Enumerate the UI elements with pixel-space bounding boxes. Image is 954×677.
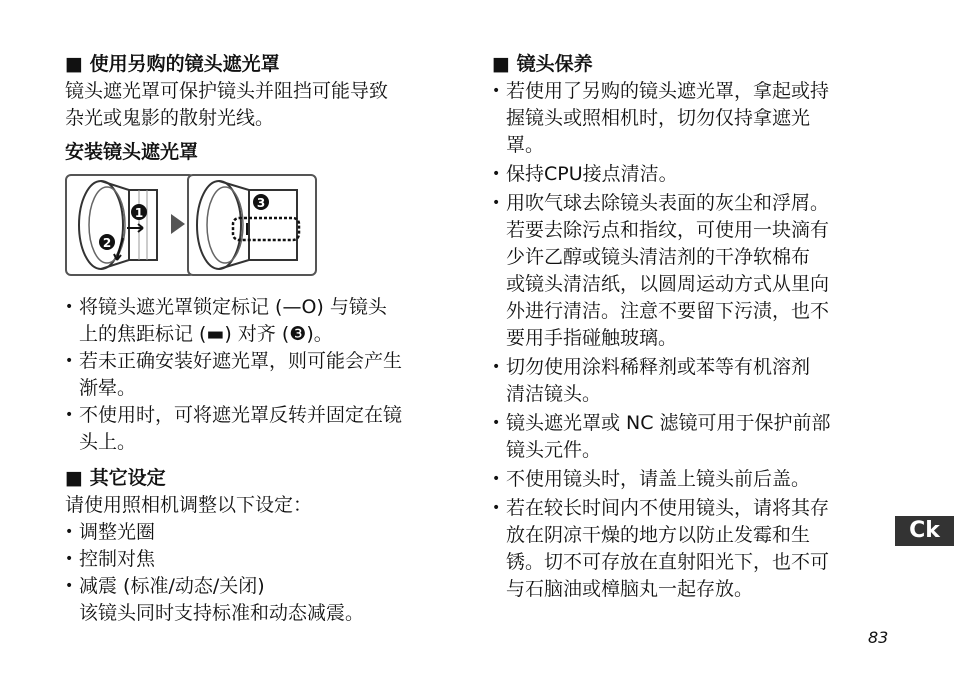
list-item: • 若在较长时间内不使用镜头，请将其存 放在阴凉干燥的地方以防止发霉和生 锈。切不可存放在直射阳光下，也不可 与石脑油或樟脑丸一起存放。 bbox=[492, 495, 892, 603]
list-item: • 控制对焦 bbox=[65, 546, 465, 573]
figure-step-3 bbox=[187, 174, 317, 276]
list-item: • 减震 (标准/动态/关闭) bbox=[65, 573, 465, 600]
list-item: • 将镜头遮光罩锁定标记 (—O) 与镜头 上的焦距标记 (▬) 对齐 (❸)。 bbox=[65, 294, 465, 348]
svg-text:3: 3 bbox=[256, 196, 266, 210]
settings-list bbox=[65, 519, 465, 600]
section-heading-lens-care: ■ 镜头保养 bbox=[492, 53, 593, 75]
list-item: • 切勿使用涂料稀释剂或苯等有机溶剂 清洁镜头。 bbox=[492, 354, 892, 408]
left-column bbox=[65, 50, 465, 627]
list-item: • 保持CPU接点清洁。 bbox=[492, 161, 892, 188]
list-item: • 用吹气球去除镜头表面的灰尘和浮屑。 若要去除污点和指纹，可使用一块滴有 少许乙醇或镜头清洁剂的干净软棉布 或镜头清洁纸，以圆周运动方式从里向 外进行清洁。注意不要留下污渍，也不 要用手指碰触玻璃。 bbox=[492, 190, 892, 352]
vr-note: 该镜头同时支持标准和动态减震。 bbox=[79, 602, 365, 624]
care-bullet-list bbox=[492, 78, 892, 603]
hood-attach-illustration bbox=[65, 174, 465, 280]
lens-hood-drawing-2 bbox=[189, 176, 315, 274]
svg-text:2: 2 bbox=[102, 236, 112, 250]
list-item: • 若未正确安装好遮光罩，则可能会产生 渐晕。 bbox=[65, 348, 465, 402]
intro-line-2: 杂光或鬼影的散射光线。 bbox=[65, 107, 275, 129]
settings-intro: 请使用照相机调整以下设定： bbox=[65, 494, 313, 516]
hood-bullet-list bbox=[65, 294, 465, 456]
list-item: • 若使用了另购的镜头遮光罩，拿起或持 握镜头或照相机时，切勿仅持拿遮光 罩。 bbox=[492, 78, 892, 159]
svg-text:1: 1 bbox=[134, 206, 144, 220]
list-item: • 不使用镜头时，请盖上镜头前后盖。 bbox=[492, 466, 892, 493]
section-heading-other-settings: ■ 其它设定 bbox=[65, 467, 166, 489]
language-tab: Ck bbox=[895, 516, 954, 546]
list-item: • 镜头遮光罩或 NC 滤镜可用于保护前部 镜头元件。 bbox=[492, 410, 892, 464]
intro-line-1: 镜头遮光罩可保护镜头并阻挡可能导致 bbox=[65, 80, 389, 102]
right-column bbox=[492, 50, 892, 603]
list-item: • 不使用时，可将遮光罩反转并固定在镜 头上。 bbox=[65, 402, 465, 456]
subheading-attach-hood: 安装镜头遮光罩 bbox=[65, 141, 199, 163]
section-heading-hood: ■ 使用另购的镜头遮光罩 bbox=[65, 53, 280, 75]
list-item: • 调整光圈 bbox=[65, 519, 465, 546]
arrow-right-icon bbox=[171, 214, 185, 234]
page-number: 83 bbox=[868, 628, 889, 647]
